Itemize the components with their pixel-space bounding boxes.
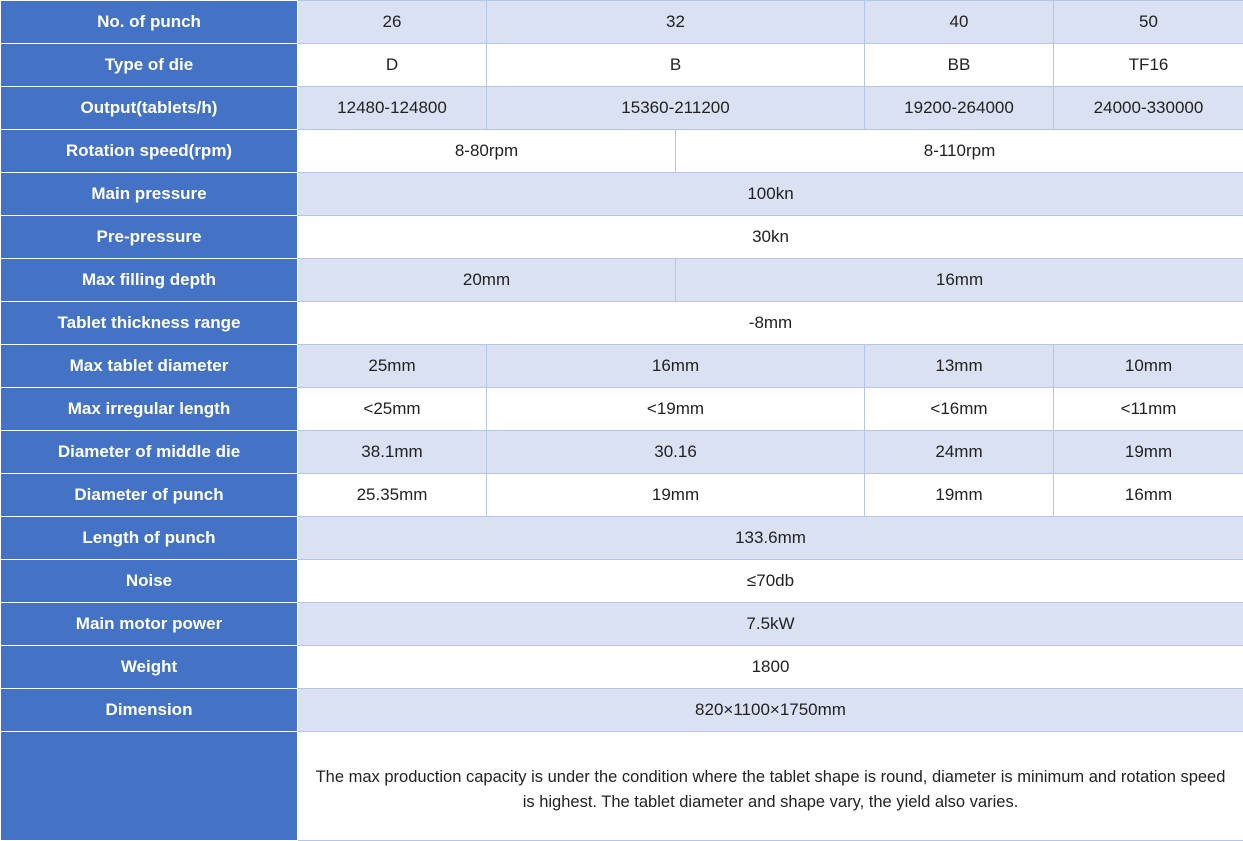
row-label: Length of punch (1, 517, 298, 560)
table-cell: D (298, 44, 487, 87)
row-label: No. of punch (1, 1, 298, 44)
table-cell: 20mm (298, 259, 676, 302)
table-cell: 19mm (487, 474, 865, 517)
row-label: Max filling depth (1, 259, 298, 302)
table-cell: 19200-264000 (865, 87, 1054, 130)
table-cell: 13mm (865, 345, 1054, 388)
table-cell: <19mm (487, 388, 865, 431)
table-row (1, 259, 1243, 302)
row-label: Rotation speed(rpm) (1, 130, 298, 173)
table-cell: BB (865, 44, 1054, 87)
table-cell: 24mm (865, 431, 1054, 474)
row-label: Diameter of punch (1, 474, 298, 517)
table-cell: 16mm (1054, 474, 1243, 517)
table-row (1, 302, 1243, 345)
row-label: Noise (1, 560, 298, 603)
table-cell: ≤70db (298, 560, 1243, 603)
table-cell: 16mm (487, 345, 865, 388)
table-cell: 30.16 (487, 431, 865, 474)
table-row (1, 44, 1243, 87)
table-row (1, 560, 1243, 603)
table-row (1, 646, 1243, 689)
table-cell: 26 (298, 1, 487, 44)
table-row (1, 431, 1243, 474)
table-cell: 15360-211200 (487, 87, 865, 130)
footnote-text: The max production capacity is under the condition where the tablet shape is round, diameter is minimum and rotation speed is highest. The tablet diameter and shape vary, the yield also varies. (298, 732, 1243, 841)
table-cell: <16mm (865, 388, 1054, 431)
row-label: Dimension (1, 689, 298, 732)
table-cell: 8-110rpm (676, 130, 1243, 173)
table-cell: 16mm (676, 259, 1243, 302)
table-cell: -8mm (298, 302, 1243, 345)
row-label: Max irregular length (1, 388, 298, 431)
table-cell: B (487, 44, 865, 87)
table-cell: 7.5kW (298, 603, 1243, 646)
row-label: Type of die (1, 44, 298, 87)
row-label (1, 732, 298, 841)
row-label: Output(tablets/h) (1, 87, 298, 130)
table-cell: 10mm (1054, 345, 1243, 388)
table-cell: 32 (487, 1, 865, 44)
table-row (1, 732, 1243, 841)
table-cell: <11mm (1054, 388, 1243, 431)
table-cell: 133.6mm (298, 517, 1243, 560)
table-cell: 1800 (298, 646, 1243, 689)
table-cell: 30kn (298, 216, 1243, 259)
row-label: Max tablet diameter (1, 345, 298, 388)
table-cell: <25mm (298, 388, 487, 431)
table-cell: 19mm (865, 474, 1054, 517)
table-row (1, 173, 1243, 216)
table-row (1, 603, 1243, 646)
table-cell: 12480-124800 (298, 87, 487, 130)
table-cell: 820×1100×1750mm (298, 689, 1243, 732)
table-cell: 50 (1054, 1, 1243, 44)
table-cell: 19mm (1054, 431, 1243, 474)
table-cell: TF16 (1054, 44, 1243, 87)
table-cell: 8-80rpm (298, 130, 676, 173)
table-cell: 25.35mm (298, 474, 487, 517)
table-cell: 38.1mm (298, 431, 487, 474)
table-cell: 25mm (298, 345, 487, 388)
table-row (1, 388, 1243, 431)
table-row (1, 130, 1243, 173)
table-row (1, 216, 1243, 259)
table-row (1, 345, 1243, 388)
table-row (1, 1, 1243, 44)
table-row (1, 474, 1243, 517)
table-row (1, 87, 1243, 130)
table-cell: 24000-330000 (1054, 87, 1243, 130)
row-label: Pre-pressure (1, 216, 298, 259)
row-label: Diameter of middle die (1, 431, 298, 474)
table-cell: 40 (865, 1, 1054, 44)
row-label: Main motor power (1, 603, 298, 646)
row-label: Tablet thickness range (1, 302, 298, 345)
row-label: Main pressure (1, 173, 298, 216)
table-row (1, 689, 1243, 732)
table-cell: 100kn (298, 173, 1243, 216)
row-label: Weight (1, 646, 298, 689)
table-row (1, 517, 1243, 560)
